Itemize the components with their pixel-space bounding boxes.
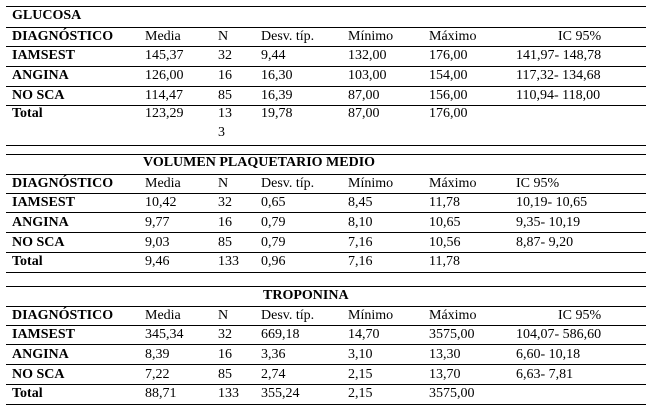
cell-desv: 3,36 — [261, 347, 286, 362]
table-row-wrap — [6, 124, 646, 142]
col-header-n: N — [218, 308, 229, 323]
cell-maximo: 154,00 — [429, 68, 468, 83]
col-header-n: N — [218, 29, 229, 44]
col-header-minimo: Mínimo — [348, 29, 394, 44]
cell-desv: 0,96 — [261, 254, 286, 269]
col-header-n: N — [218, 176, 229, 191]
cell-maximo: 11,78 — [429, 195, 460, 210]
cell-minimo: 103,00 — [348, 68, 387, 83]
cell-media: 123,29 — [145, 106, 184, 121]
cell-diagnostico: IAMSEST — [12, 48, 76, 63]
cell-desv: 669,18 — [261, 327, 300, 342]
cell-n: 133 — [218, 386, 239, 401]
cell-n: 85 — [218, 235, 232, 250]
cell-minimo: 2,15 — [348, 367, 373, 382]
col-header-ic: IC 95% — [558, 308, 602, 323]
col-header-ic: IC 95% — [558, 29, 602, 44]
cell-maximo: 11,78 — [429, 254, 460, 269]
cell-n: 16 — [218, 215, 232, 230]
table-rule — [6, 364, 646, 365]
table-rule — [6, 404, 646, 405]
cell-diagnostico: Total — [12, 254, 43, 269]
table-row — [6, 47, 646, 65]
col-header-maximo: Máximo — [429, 29, 477, 44]
col-header-ic: IC 95% — [516, 176, 560, 191]
cell-ic: 6,60- 10,18 — [516, 347, 581, 362]
cell-diagnostico: ANGINA — [12, 215, 69, 230]
table-row — [6, 253, 646, 271]
col-header-desv: Desv. típ. — [261, 308, 315, 323]
cell-diagnostico: Total — [12, 386, 43, 401]
cell-minimo: 2,15 — [348, 386, 373, 401]
cell-maximo: 10,65 — [429, 215, 461, 230]
table-rule — [6, 212, 646, 213]
col-header-desv: Desv. típ. — [261, 176, 315, 191]
cell-desv: 16,30 — [261, 68, 293, 83]
cell-n: 13 — [218, 106, 232, 121]
cell-maximo: 3575,00 — [429, 386, 475, 401]
col-header-minimo: Mínimo — [348, 176, 394, 191]
cell-ic: 117,32- 134,68 — [516, 68, 601, 83]
cell-maximo: 176,00 — [429, 106, 468, 121]
table-row — [6, 194, 646, 212]
cell-media: 10,42 — [145, 195, 177, 210]
table-rule — [6, 232, 646, 233]
table-row — [6, 326, 646, 344]
col-header-media: Media — [145, 29, 181, 44]
cell-media: 88,71 — [145, 386, 177, 401]
table-title: GLUCOSA — [12, 8, 82, 23]
cell-minimo: 87,00 — [348, 106, 380, 121]
table-row — [6, 234, 646, 252]
cell-n: 32 — [218, 195, 232, 210]
cell-desv: 2,74 — [261, 367, 286, 382]
table-title: VOLUMEN PLAQUETARIO MEDIO — [143, 155, 376, 170]
cell-media: 8,39 — [145, 347, 170, 362]
col-header-maximo: Máximo — [429, 308, 477, 323]
col-header-desv: Desv. típ. — [261, 29, 315, 44]
table-rule — [6, 272, 646, 273]
cell-maximo: 156,00 — [429, 88, 468, 103]
cell-diagnostico: NO SCA — [12, 88, 65, 103]
table-row — [6, 67, 646, 85]
cell-ic: 10,19- 10,65 — [516, 195, 588, 210]
table-row — [6, 366, 646, 384]
cell-desv: 0,79 — [261, 235, 286, 250]
cell-minimo: 7,16 — [348, 254, 373, 269]
cell-maximo: 176,00 — [429, 48, 468, 63]
table-row — [6, 214, 646, 232]
cell-media: 9,03 — [145, 235, 170, 250]
cell-diagnostico: IAMSEST — [12, 195, 76, 210]
cell-desv: 9,44 — [261, 48, 286, 63]
cell-media: 9,77 — [145, 215, 170, 230]
table-row — [6, 105, 646, 123]
cell-minimo: 7,16 — [348, 235, 373, 250]
cell-n: 32 — [218, 48, 232, 63]
col-header-diagnostico: DIAGNÓSTICO — [12, 176, 114, 191]
table-row — [6, 87, 646, 105]
col-header-diagnostico: DIAGNÓSTICO — [12, 29, 114, 44]
cell-n: 133 — [218, 254, 239, 269]
cell-minimo: 8,10 — [348, 215, 373, 230]
cell-n-wrap: 3 — [218, 125, 225, 140]
cell-desv: 19,78 — [261, 106, 293, 121]
table-row — [6, 346, 646, 364]
cell-ic: 104,07- 586,60 — [516, 327, 602, 342]
table-rule — [6, 344, 646, 345]
col-header-maximo: Máximo — [429, 176, 477, 191]
cell-minimo: 87,00 — [348, 88, 380, 103]
table-title: TROPONINA — [263, 288, 349, 303]
cell-n: 85 — [218, 88, 232, 103]
cell-n: 32 — [218, 327, 232, 342]
cell-minimo: 132,00 — [348, 48, 387, 63]
cell-ic: 141,97- 148,78 — [516, 48, 602, 63]
table-rule — [6, 286, 646, 287]
table-header-row — [6, 28, 646, 46]
table-rule — [6, 6, 646, 7]
cell-maximo: 13,70 — [429, 367, 461, 382]
cell-desv: 16,39 — [261, 88, 293, 103]
cell-media: 9,46 — [145, 254, 170, 269]
cell-maximo: 10,56 — [429, 235, 461, 250]
cell-n: 16 — [218, 347, 232, 362]
cell-media: 145,37 — [145, 48, 184, 63]
cell-diagnostico: ANGINA — [12, 347, 69, 362]
table-header-row — [6, 175, 646, 193]
cell-ic: 8,87- 9,20 — [516, 235, 574, 250]
cell-maximo: 3575,00 — [429, 327, 475, 342]
cell-ic: 6,63- 7,81 — [516, 367, 574, 382]
cell-n: 85 — [218, 367, 232, 382]
col-header-minimo: Mínimo — [348, 308, 394, 323]
cell-diagnostico: IAMSEST — [12, 327, 76, 342]
cell-diagnostico: Total — [12, 106, 43, 121]
cell-media: 7,22 — [145, 367, 170, 382]
cell-diagnostico: NO SCA — [12, 367, 65, 382]
cell-minimo: 14,70 — [348, 327, 380, 342]
cell-media: 114,47 — [145, 88, 183, 103]
col-header-media: Media — [145, 308, 181, 323]
cell-desv: 355,24 — [261, 386, 300, 401]
col-header-diagnostico: DIAGNÓSTICO — [12, 308, 114, 323]
cell-diagnostico: ANGINA — [12, 68, 69, 83]
cell-desv: 0,79 — [261, 215, 286, 230]
cell-media: 126,00 — [145, 68, 184, 83]
cell-minimo: 8,45 — [348, 195, 373, 210]
col-header-media: Media — [145, 176, 181, 191]
cell-ic: 9,35- 10,19 — [516, 215, 581, 230]
cell-media: 345,34 — [145, 327, 184, 342]
table-rule — [6, 145, 646, 146]
cell-n: 16 — [218, 68, 232, 83]
cell-desv: 0,65 — [261, 195, 286, 210]
table-row — [6, 385, 646, 403]
cell-diagnostico: NO SCA — [12, 235, 65, 250]
cell-minimo: 3,10 — [348, 347, 373, 362]
cell-maximo: 13,30 — [429, 347, 461, 362]
cell-ic: 110,94- 118,00 — [516, 88, 601, 103]
table-header-row — [6, 307, 646, 325]
